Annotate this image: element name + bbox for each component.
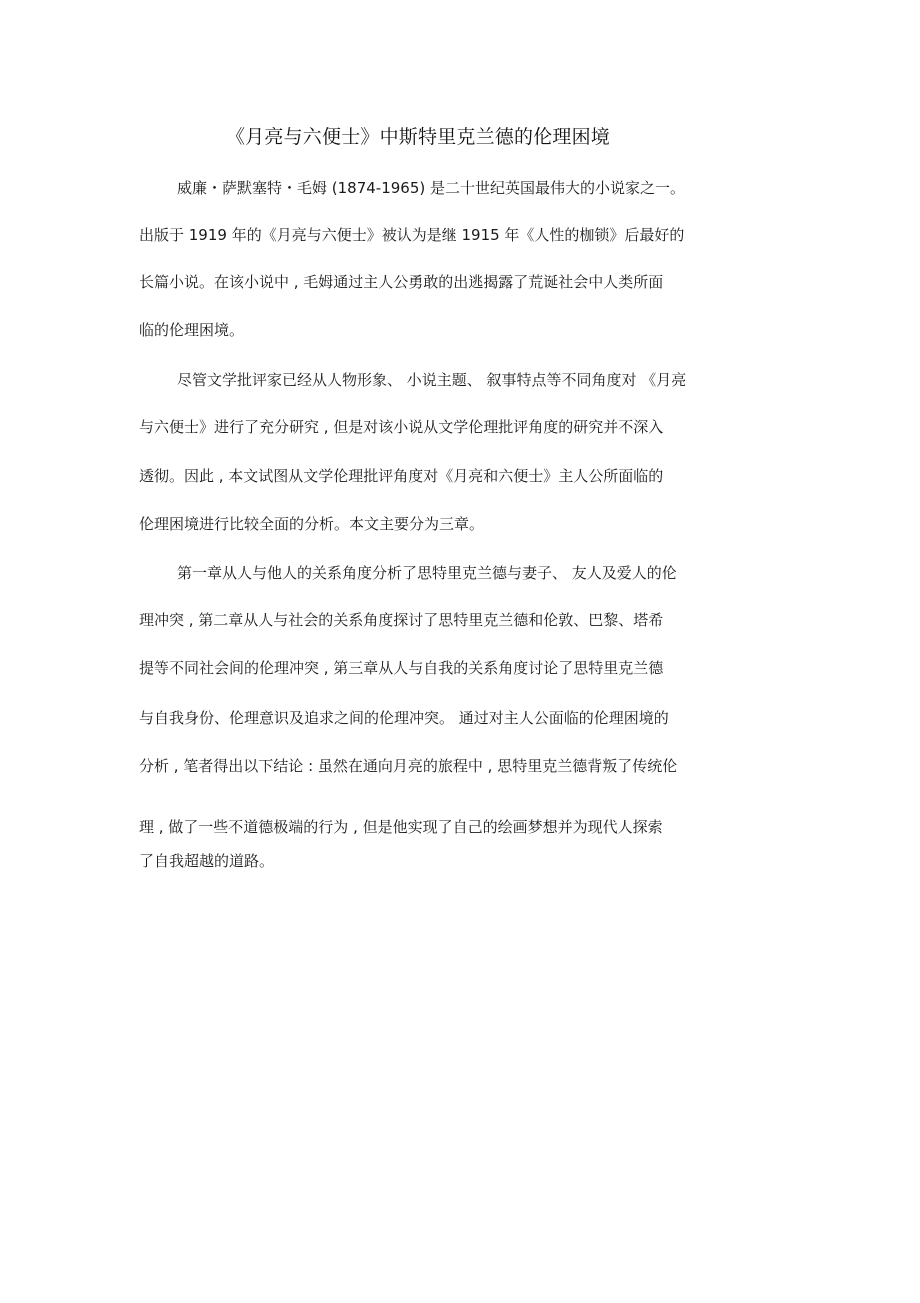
text-line: 伦理困境进行比较全面的分析。本文主要分为三章。 xyxy=(139,515,485,533)
text-line: 第一章从人与他人的关系角度分析了思特里克兰德与妻子、 友人及爱人的伦 xyxy=(177,564,677,582)
text-line: 长篇小说。在该小说中 , 毛姆通过主人公勇敢的出逃揭露了荒诞社会中人类所面 xyxy=(139,273,664,291)
text-line: 理 , 做了一些不道德极端的行为 , 但是他实现了自己的绘画梦想并为现代人探索 xyxy=(139,818,663,836)
text-line: 与六便士》进行了充分研究 , 但是对该小说从文学伦理批评角度的研究并不深入 xyxy=(139,418,664,436)
text-line: 透彻。因此 , 本文试图从文学伦理批评角度对《月亮和六便士》主人公所面临的 xyxy=(139,467,664,485)
text-line: 出版于 1919 年的《月亮与六便士》被认为是继 1915 年《人性的枷锁》后最好的 xyxy=(139,226,685,244)
page-title: 《月亮与六便士》中斯特里克兰德的伦理困境 xyxy=(226,126,611,148)
text-line: 与自我身份、伦理意识及追求之间的伦理冲突。 通过对主人公面临的伦理困境的 xyxy=(139,709,669,727)
text-line: 尽管文学批评家已经从人物形象、 小说主题、 叙事特点等不同角度对 《月亮 xyxy=(177,371,687,389)
text-line: 威廉・萨默塞特・毛姆 (1874-1965) 是二十世纪英国最伟大的小说家之一。 xyxy=(177,179,686,197)
text-line: 提等不同社会间的伦理冲突 , 第三章从人与自我的关系角度讨论了思特里克兰德 xyxy=(139,659,664,677)
text-line: 了自我超越的道路。 xyxy=(139,852,275,870)
text-line: 临的伦理困境。 xyxy=(139,321,245,339)
text-line: 分析 , 笔者得出以下结论 : 虽然在通向月亮的旅程中 , 思特里克兰德背叛了传统伦 xyxy=(139,757,678,775)
text-line: 理冲突 , 第二章从人与社会的关系角度探讨了思特里克兰德和伦敦、巴黎、塔希 xyxy=(139,611,664,629)
